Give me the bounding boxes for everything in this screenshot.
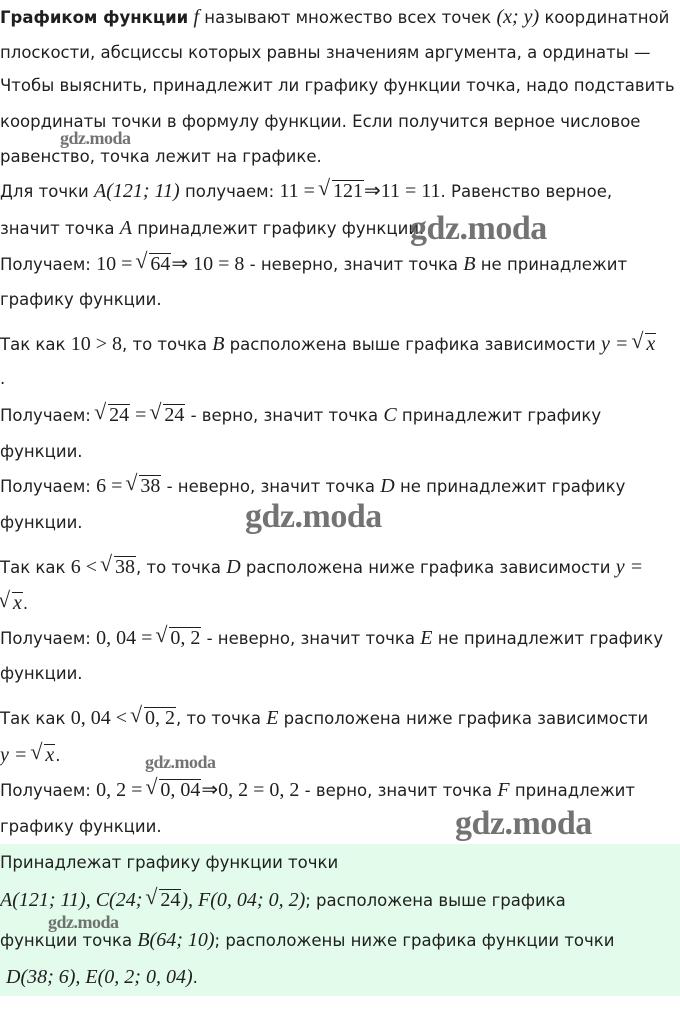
text: функции точка <box>0 931 138 950</box>
radicand: 0, 04 <box>160 779 201 801</box>
radicand: x <box>45 744 55 766</box>
text: не принадлежит графику <box>394 477 626 496</box>
math-points: D(38; 6), E(0, 2; 0, 04) <box>6 966 193 988</box>
math-d: D <box>226 556 241 578</box>
math-b: B <box>463 253 476 275</box>
text: Так как <box>0 709 71 728</box>
text: Так как <box>0 558 71 577</box>
math-points: ), F(0, 04; 0, 2) <box>181 889 306 911</box>
text: . Равенство верное, <box>440 182 613 201</box>
radicand: 24 <box>160 889 181 911</box>
watermark: gdz.moda <box>48 912 119 932</box>
point-b-line-2: графику функции. <box>0 290 162 309</box>
text: Так как <box>0 335 71 354</box>
text: . <box>22 594 29 613</box>
math-eq: ⇒0, 2 = 0, 2 <box>201 779 300 801</box>
answer-line-1: Принадлежат графику функции точки <box>0 853 339 872</box>
math-points: A(121; 11), C(24; <box>0 889 148 911</box>
text: координатной <box>539 8 670 27</box>
point-b-compare-end: . <box>0 369 6 388</box>
math-e: E <box>266 707 279 729</box>
math-ineq: 6 < <box>70 556 102 578</box>
text: Получаем: <box>0 629 97 648</box>
text: принадлежит графику <box>396 406 602 425</box>
sqrt-symbol <box>147 779 201 801</box>
point-d-line-2: функции. <box>0 513 83 532</box>
math-ineq: 0, 04 < <box>70 707 132 729</box>
point-c-line-2: функции. <box>0 442 83 461</box>
math-point: (x; y) <box>496 6 540 28</box>
definition-term: Графиком функции <box>0 8 189 27</box>
math-d: D <box>380 475 395 497</box>
point-b-compare <box>0 333 656 356</box>
text: - неверно, значит точка <box>244 255 464 274</box>
radicand: 24 <box>164 404 185 426</box>
radicand: 121 <box>332 180 363 202</box>
radicand: x <box>646 333 656 355</box>
text: Получаем: <box>0 477 97 496</box>
definition-line-4: координаты точки в формулу функции. Если получится верное числовое <box>0 112 641 131</box>
watermark: gdz.moda <box>410 210 547 247</box>
math-eq: 0, 2 = <box>96 779 148 801</box>
point-a-line-1 <box>0 180 612 203</box>
text: . <box>55 746 61 765</box>
text: . <box>192 968 198 987</box>
point-c-line-1 <box>0 404 601 427</box>
sqrt-symbol <box>102 556 136 578</box>
text: расположена ниже графика зависимости <box>278 709 649 728</box>
text: принадлежит <box>509 781 636 800</box>
radicand: 0, 2 <box>144 707 175 729</box>
math-eq: 0, 04 = <box>96 627 158 649</box>
math-f: F <box>497 779 510 801</box>
text: , то точка <box>175 709 267 728</box>
sqrt-symbol <box>633 333 656 355</box>
text: называют множество всех точек <box>199 8 497 27</box>
math-ineq: 10 > 8 <box>70 333 122 355</box>
sqrt-symbol <box>132 707 176 729</box>
point-d-compare <box>0 556 643 579</box>
sqrt-symbol <box>32 744 55 766</box>
text: получаем: <box>179 182 280 201</box>
math-eq: 10 = <box>96 253 138 275</box>
text: ; расположена выше графика <box>305 891 566 910</box>
text: Для точки <box>0 182 94 201</box>
point-e-compare-end <box>0 744 61 767</box>
sqrt-symbol <box>320 180 364 202</box>
text: расположена ниже графика зависимости <box>240 558 616 577</box>
point-d-line-1 <box>0 475 625 498</box>
text: - неверно, значит точка <box>201 629 421 648</box>
radicand: x <box>13 592 22 614</box>
math-eq: ⇒11 = 11 <box>363 180 441 202</box>
definition-line-2: плоскости, абсциссы которых равны значениям аргумента, а ординаты — <box>0 43 651 62</box>
math-eq: ⇒ 10 = 8 <box>171 253 245 275</box>
answer-line-2 <box>0 889 566 912</box>
text: - верно, значит точка <box>185 406 384 425</box>
text: - неверно, значит точка <box>161 477 381 496</box>
sqrt-symbol <box>0 592 23 614</box>
math-a: A <box>119 217 132 239</box>
sqrt-symbol <box>96 404 130 426</box>
math-y: y = <box>600 333 634 355</box>
text: ; расположены ниже графика функции точки <box>214 931 615 950</box>
sqrt-symbol <box>157 627 201 649</box>
text: значит точка <box>0 219 120 238</box>
answer-line-4 <box>6 966 198 989</box>
definition-line-1 <box>0 6 669 29</box>
point-e-compare <box>0 707 648 730</box>
point-f-line-1 <box>0 779 635 802</box>
math-b: B <box>212 333 225 355</box>
definition-line-5: равенство, точка лежит на графике. <box>0 147 322 166</box>
math-eq: = <box>130 404 152 426</box>
radicand: 0, 2 <box>170 627 201 649</box>
point-f-line-2: графику функции. <box>0 817 162 836</box>
sqrt-symbol <box>147 889 181 911</box>
watermark: gdz.moda <box>145 752 216 772</box>
point-e-line-2: функции. <box>0 664 83 683</box>
text: принадлежит графику функции. <box>132 219 425 238</box>
watermark: gdz.moda <box>60 128 131 148</box>
point-a-line-2 <box>0 217 424 240</box>
radicand: 64 <box>150 253 171 275</box>
point-b-line-1 <box>0 253 627 276</box>
sqrt-symbol <box>151 404 185 426</box>
math-y: y = <box>615 556 644 578</box>
text: Получаем: <box>0 781 97 800</box>
text: расположена выше графика зависимости <box>224 335 601 354</box>
watermark: gdz.moda <box>245 498 382 535</box>
point-d-compare-end <box>0 592 28 615</box>
radicand: 38 <box>114 556 135 578</box>
text: Получаем: <box>0 255 97 274</box>
sqrt-symbol <box>127 475 161 497</box>
math-y: y = <box>0 744 33 766</box>
math-point-a: A(121; 11) <box>94 180 180 202</box>
watermark: gdz.moda <box>455 805 592 842</box>
radicand: 38 <box>140 475 161 497</box>
text: , то точка <box>135 558 227 577</box>
math-f: f <box>193 6 200 28</box>
math-e: E <box>420 627 433 649</box>
math-eq: 6 = <box>96 475 128 497</box>
sqrt-symbol <box>137 253 171 275</box>
text: не принадлежит <box>475 255 628 274</box>
math-eq: 11 = <box>279 180 320 202</box>
radicand: 24 <box>109 404 130 426</box>
text: , то точка <box>121 335 213 354</box>
text: Получаем: <box>0 406 97 425</box>
text: - верно, значит точка <box>299 781 498 800</box>
point-e-line-1 <box>0 627 663 650</box>
math-c: C <box>383 404 397 426</box>
definition-line-3: Чтобы выяснить, принадлежит ли графику функции точка, надо подставить <box>0 76 675 95</box>
math-point-b: B(64; 10) <box>137 929 215 951</box>
text: не принадлежит графику <box>432 629 664 648</box>
